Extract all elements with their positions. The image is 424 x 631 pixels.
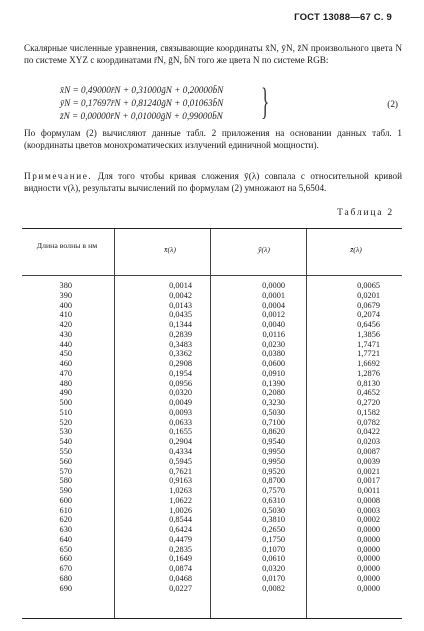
cell-z: 0,0065 — [357, 281, 380, 290]
cell-wavelength: 690 — [59, 583, 72, 593]
cell-x: 1,0026 — [169, 505, 192, 515]
table-row — [22, 447, 402, 457]
cell-x: 0,1649 — [169, 554, 192, 564]
cell-x: 0,0956 — [169, 378, 192, 388]
table-row — [22, 310, 402, 320]
table-row — [22, 545, 402, 555]
cell-x: 0,2835 — [169, 544, 192, 554]
table-row — [22, 486, 402, 496]
cell-x: 0,2908 — [169, 359, 192, 369]
cell-y: 0,0230 — [262, 339, 285, 349]
header-x-lambda: x̄(λ) — [163, 245, 177, 254]
cell-y: 0,0012 — [262, 310, 285, 320]
note-text: Для того чтобы кривая сложения ȳ(λ) совпала с относительной кривой видности v(λ), результаты вычислений по формулам (2) умножают на 5,6504. — [24, 171, 402, 193]
cell-x: 0,2839 — [169, 329, 192, 339]
intro-paragraph: Скалярные численные уравнения, связывающие координаты x̄N, ȳN, z̄N произвольного цвета N по системе XYZ с координатами r̄N, ḡN, b̄N того же цвета N по системе RGB: — [24, 43, 402, 65]
cell-y: 0,6310 — [262, 495, 285, 505]
cell-wavelength: 480 — [59, 378, 72, 388]
cell-wavelength: 450 — [59, 349, 72, 359]
cell-z: 1,2876 — [357, 368, 380, 378]
cell-wavelength: 590 — [59, 486, 72, 496]
cell-z: 0,0782 — [357, 417, 380, 427]
table-body — [22, 281, 402, 594]
cell-wavelength: 580 — [59, 476, 72, 486]
cell-x: 0,1344 — [169, 320, 192, 330]
equation-number: (2) — [387, 99, 398, 109]
cell-z: 0,0000 — [357, 525, 380, 535]
cell-y: 0,2650 — [262, 525, 285, 535]
table-row — [22, 574, 402, 584]
note-paragraph — [24, 171, 402, 195]
table-row — [22, 281, 402, 291]
cell-x: 0,0320 — [169, 388, 192, 398]
table-row — [22, 525, 402, 535]
cell-y: 0,0170 — [262, 573, 285, 583]
cell-x: 0,7621 — [169, 466, 192, 476]
cell-x: 0,0874 — [169, 564, 192, 574]
cell-wavelength: 570 — [59, 466, 72, 476]
cell-x: 0,3483 — [169, 339, 192, 349]
page-header: ГОСТ 13088—67 С. 9 — [294, 12, 392, 23]
cell-wavelength: 550 — [59, 447, 72, 457]
header-divider — [22, 275, 402, 276]
cell-x: 0,0633 — [169, 417, 192, 427]
cell-wavelength: 610 — [59, 505, 72, 515]
cell-wavelength: 620 — [59, 515, 72, 525]
cell-y: 0,0001 — [262, 290, 285, 300]
cell-z: 0,0011 — [357, 486, 380, 496]
cell-y: 0,5030 — [262, 505, 285, 515]
cell-z: 1,3856 — [357, 329, 380, 339]
cell-z: 0,2074 — [357, 310, 380, 320]
cell-wavelength: 420 — [59, 320, 72, 330]
cell-y: 0,2080 — [262, 388, 285, 398]
cell-z: 0,1582 — [357, 407, 380, 417]
cell-wavelength: 490 — [59, 388, 72, 398]
cell-wavelength: 630 — [59, 525, 72, 535]
cell-y: 0,7570 — [262, 486, 285, 496]
table-row — [22, 535, 402, 545]
cell-x: 0,3362 — [169, 349, 192, 359]
cell-y: 0,5030 — [262, 407, 285, 417]
cell-z: 1,7721 — [357, 349, 380, 359]
cell-x: 0,4479 — [169, 534, 192, 544]
cell-y: 0,1390 — [262, 378, 285, 388]
data-table — [22, 228, 402, 619]
formula-paragraph: По формулам (2) вычисляют данные табл. 2 приложения на основании данных табл. 1 (координаты цветов монохроматических излучений единичной мощности). — [24, 128, 402, 150]
cell-z: 0,0039 — [357, 456, 380, 466]
cell-wavelength: 380 — [59, 281, 72, 290]
cell-y: 0,9950 — [262, 447, 285, 457]
cell-x: 0,0049 — [169, 398, 192, 408]
table-row — [22, 437, 402, 447]
table-row — [22, 408, 402, 418]
table-row — [22, 320, 402, 330]
table-row — [22, 379, 402, 389]
cell-y: 0,8620 — [262, 427, 285, 437]
table-row — [22, 506, 402, 516]
cell-z: 0,0000 — [357, 573, 380, 583]
table-row — [22, 388, 402, 398]
cell-x: 0,1954 — [169, 368, 192, 378]
table-row — [22, 467, 402, 477]
table-row — [22, 476, 402, 486]
cell-x: 0,0042 — [169, 290, 192, 300]
cell-wavelength: 440 — [59, 339, 72, 349]
cell-x: 0,9163 — [169, 476, 192, 486]
cell-x: 0,0014 — [169, 281, 192, 290]
table-row — [22, 584, 402, 594]
cell-x: 0,4334 — [169, 447, 192, 457]
cell-y: 0,3230 — [262, 398, 285, 408]
cell-wavelength: 500 — [59, 398, 72, 408]
cell-z: 0,0679 — [357, 300, 380, 310]
table-row — [22, 340, 402, 350]
table-row — [22, 496, 402, 506]
cell-x: 1,0622 — [169, 495, 192, 505]
cell-z: 0,4652 — [357, 388, 380, 398]
right-brace-icon: } — [261, 81, 270, 123]
header-wavelength: Длина волны в нм — [36, 241, 98, 250]
table-row — [22, 349, 402, 359]
cell-y: 0,1750 — [262, 534, 285, 544]
cell-y: 0,0600 — [262, 359, 285, 369]
cell-y: 0,0082 — [262, 583, 285, 593]
cell-y: 0,0610 — [262, 554, 285, 564]
equation-z: z̄N = 0,00000r̄N + 0,01000ḡN + 0,99000b̄N — [60, 111, 223, 121]
cell-z: 0,0008 — [357, 495, 380, 505]
cell-z: 1,7471 — [357, 339, 380, 349]
cell-wavelength: 660 — [59, 554, 72, 564]
cell-x: 1,0263 — [169, 486, 192, 496]
cell-wavelength: 540 — [59, 437, 72, 447]
table-row — [22, 427, 402, 437]
cell-y: 0,0004 — [262, 300, 285, 310]
cell-x: 0,0435 — [169, 310, 192, 320]
cell-wavelength: 600 — [59, 495, 72, 505]
cell-x: 0,8544 — [169, 515, 192, 525]
cell-y: 0,0910 — [262, 368, 285, 378]
cell-x: 0,2904 — [169, 437, 192, 447]
table-row — [22, 564, 402, 574]
cell-wavelength: 430 — [59, 329, 72, 339]
cell-z: 0,0000 — [357, 554, 380, 564]
cell-y: 0,3810 — [262, 515, 285, 525]
cell-y: 0,8700 — [262, 476, 285, 486]
cell-z: 0,0003 — [357, 505, 380, 515]
header-y-lambda: ȳ(λ) — [257, 245, 271, 254]
equation-x: x̄N = 0,49000r̄N + 0,31000ḡN + 0,20000b̄N — [60, 85, 224, 95]
cell-x: 0,5945 — [169, 456, 192, 466]
cell-x: 0,0227 — [169, 583, 192, 593]
equation-block — [60, 81, 290, 123]
table-row — [22, 515, 402, 525]
table-row — [22, 359, 402, 369]
cell-wavelength: 680 — [59, 573, 72, 583]
cell-wavelength: 470 — [59, 368, 72, 378]
cell-wavelength: 410 — [59, 310, 72, 320]
cell-y: 0,0320 — [262, 564, 285, 574]
cell-y: 0,7100 — [262, 417, 285, 427]
cell-z: 0,0017 — [357, 476, 380, 486]
note-title: Примечание. — [24, 171, 93, 181]
cell-y: 0,0116 — [262, 329, 285, 339]
cell-z: 0,0000 — [357, 544, 380, 554]
cell-wavelength: 400 — [59, 300, 72, 310]
cell-y: 0,9540 — [262, 437, 285, 447]
cell-x: 0,0468 — [169, 573, 192, 583]
cell-z: 0,6456 — [357, 320, 380, 330]
cell-wavelength: 640 — [59, 534, 72, 544]
cell-y: 0,9520 — [262, 466, 285, 476]
cell-wavelength: 510 — [59, 407, 72, 417]
cell-wavelength: 390 — [59, 290, 72, 300]
cell-z: 0,8130 — [357, 378, 380, 388]
table-row — [22, 554, 402, 564]
cell-wavelength: 530 — [59, 427, 72, 437]
cell-z: 0,0002 — [357, 515, 380, 525]
cell-z: 0,0000 — [357, 583, 380, 593]
cell-x: 0,1655 — [169, 427, 192, 437]
table-row — [22, 301, 402, 311]
table-title: Таблица 2 — [337, 208, 394, 218]
table-row — [22, 291, 402, 301]
cell-x: 0,0093 — [169, 407, 192, 417]
table-row — [22, 457, 402, 467]
cell-y: 0,0040 — [262, 320, 285, 330]
cell-z: 1,6692 — [357, 359, 380, 369]
cell-z: 0,2720 — [357, 398, 380, 408]
cell-wavelength: 520 — [59, 417, 72, 427]
cell-z: 0,0021 — [357, 466, 380, 476]
cell-y: 0,1070 — [262, 544, 285, 554]
cell-wavelength: 650 — [59, 544, 72, 554]
table-row — [22, 369, 402, 379]
cell-z: 0,0201 — [357, 290, 380, 300]
cell-wavelength: 670 — [59, 564, 72, 574]
cell-wavelength: 460 — [59, 359, 72, 369]
cell-z: 0,0203 — [357, 437, 380, 447]
equation-y: ȳN = 0,17697r̄N + 0,81240ḡN + 0,01063b̄N — [60, 98, 224, 108]
cell-y: 0,0000 — [262, 281, 285, 290]
cell-y: 0,0380 — [262, 349, 285, 359]
cell-x: 0,0143 — [169, 300, 192, 310]
header-z-lambda: z̄(λ) — [350, 245, 362, 254]
table-row — [22, 398, 402, 408]
cell-x: 0,6424 — [169, 525, 192, 535]
table-row — [22, 330, 402, 340]
table-row — [22, 418, 402, 428]
cell-z: 0,0087 — [357, 447, 380, 457]
cell-z: 0,0000 — [357, 564, 380, 574]
cell-z: 0,0422 — [357, 427, 380, 437]
cell-wavelength: 560 — [59, 456, 72, 466]
cell-y: 0,9950 — [262, 456, 285, 466]
cell-z: 0,0000 — [357, 534, 380, 544]
